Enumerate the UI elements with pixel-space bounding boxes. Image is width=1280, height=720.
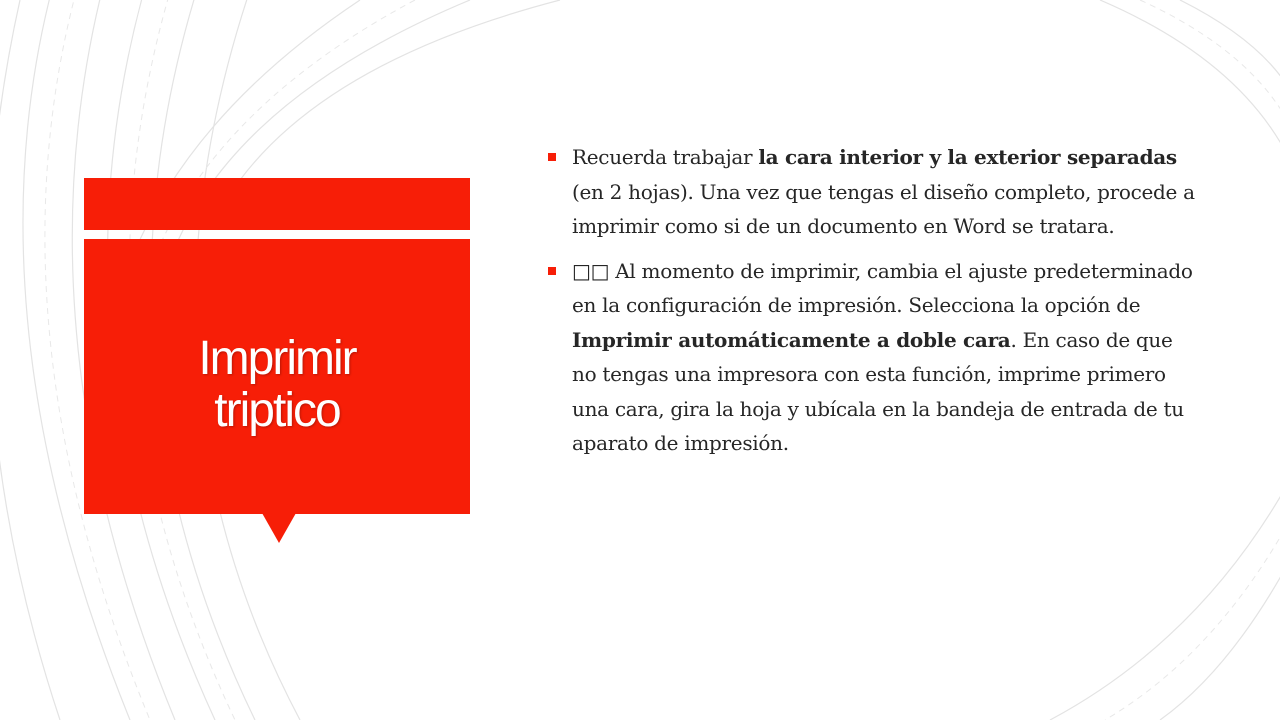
arc-line [1160, 560, 1280, 720]
bullet-bold-text: Imprimir automáticamente a doble cara [572, 327, 1011, 352]
arc-line [1180, 0, 1280, 90]
arc-line [240, 0, 560, 180]
title-line-2: triptico [214, 383, 340, 437]
bullet-list [548, 140, 1198, 471]
arc-line [1100, 0, 1280, 160]
title-box-pointer [262, 513, 296, 543]
bullet-text: □□ Al momento de imprimir, cambia el ajuste predeterminado en la configuración de impresión. Selecciona la opción de [572, 258, 1193, 317]
title-accent-bar [84, 178, 470, 230]
bullet-item [548, 254, 1198, 461]
slide-title [198, 333, 355, 437]
square-bullet-icon [548, 153, 556, 161]
square-bullet-icon [548, 267, 556, 275]
bullet-bold-text: la cara interior y la exterior separadas [758, 145, 1177, 169]
title-line-1: Imprimir [198, 331, 356, 385]
bullet-text: (en 2 hojas). Una vez que tengas el diseño completo, procede a imprimir como si de un documento en Word se tratara. [572, 179, 1195, 238]
bullet-text: . En caso de que no tengas una impresora con esta función, imprime primero una cara, gira la hoja y ubícala en la bandeja de entrada de tu aparato de impresión. [572, 327, 1184, 455]
arc-line [1050, 480, 1280, 720]
title-box [84, 239, 470, 514]
arc-line-dashed [1140, 0, 1280, 125]
bullet-item [548, 140, 1198, 244]
bullet-text: Recuerda trabajar [572, 145, 759, 169]
